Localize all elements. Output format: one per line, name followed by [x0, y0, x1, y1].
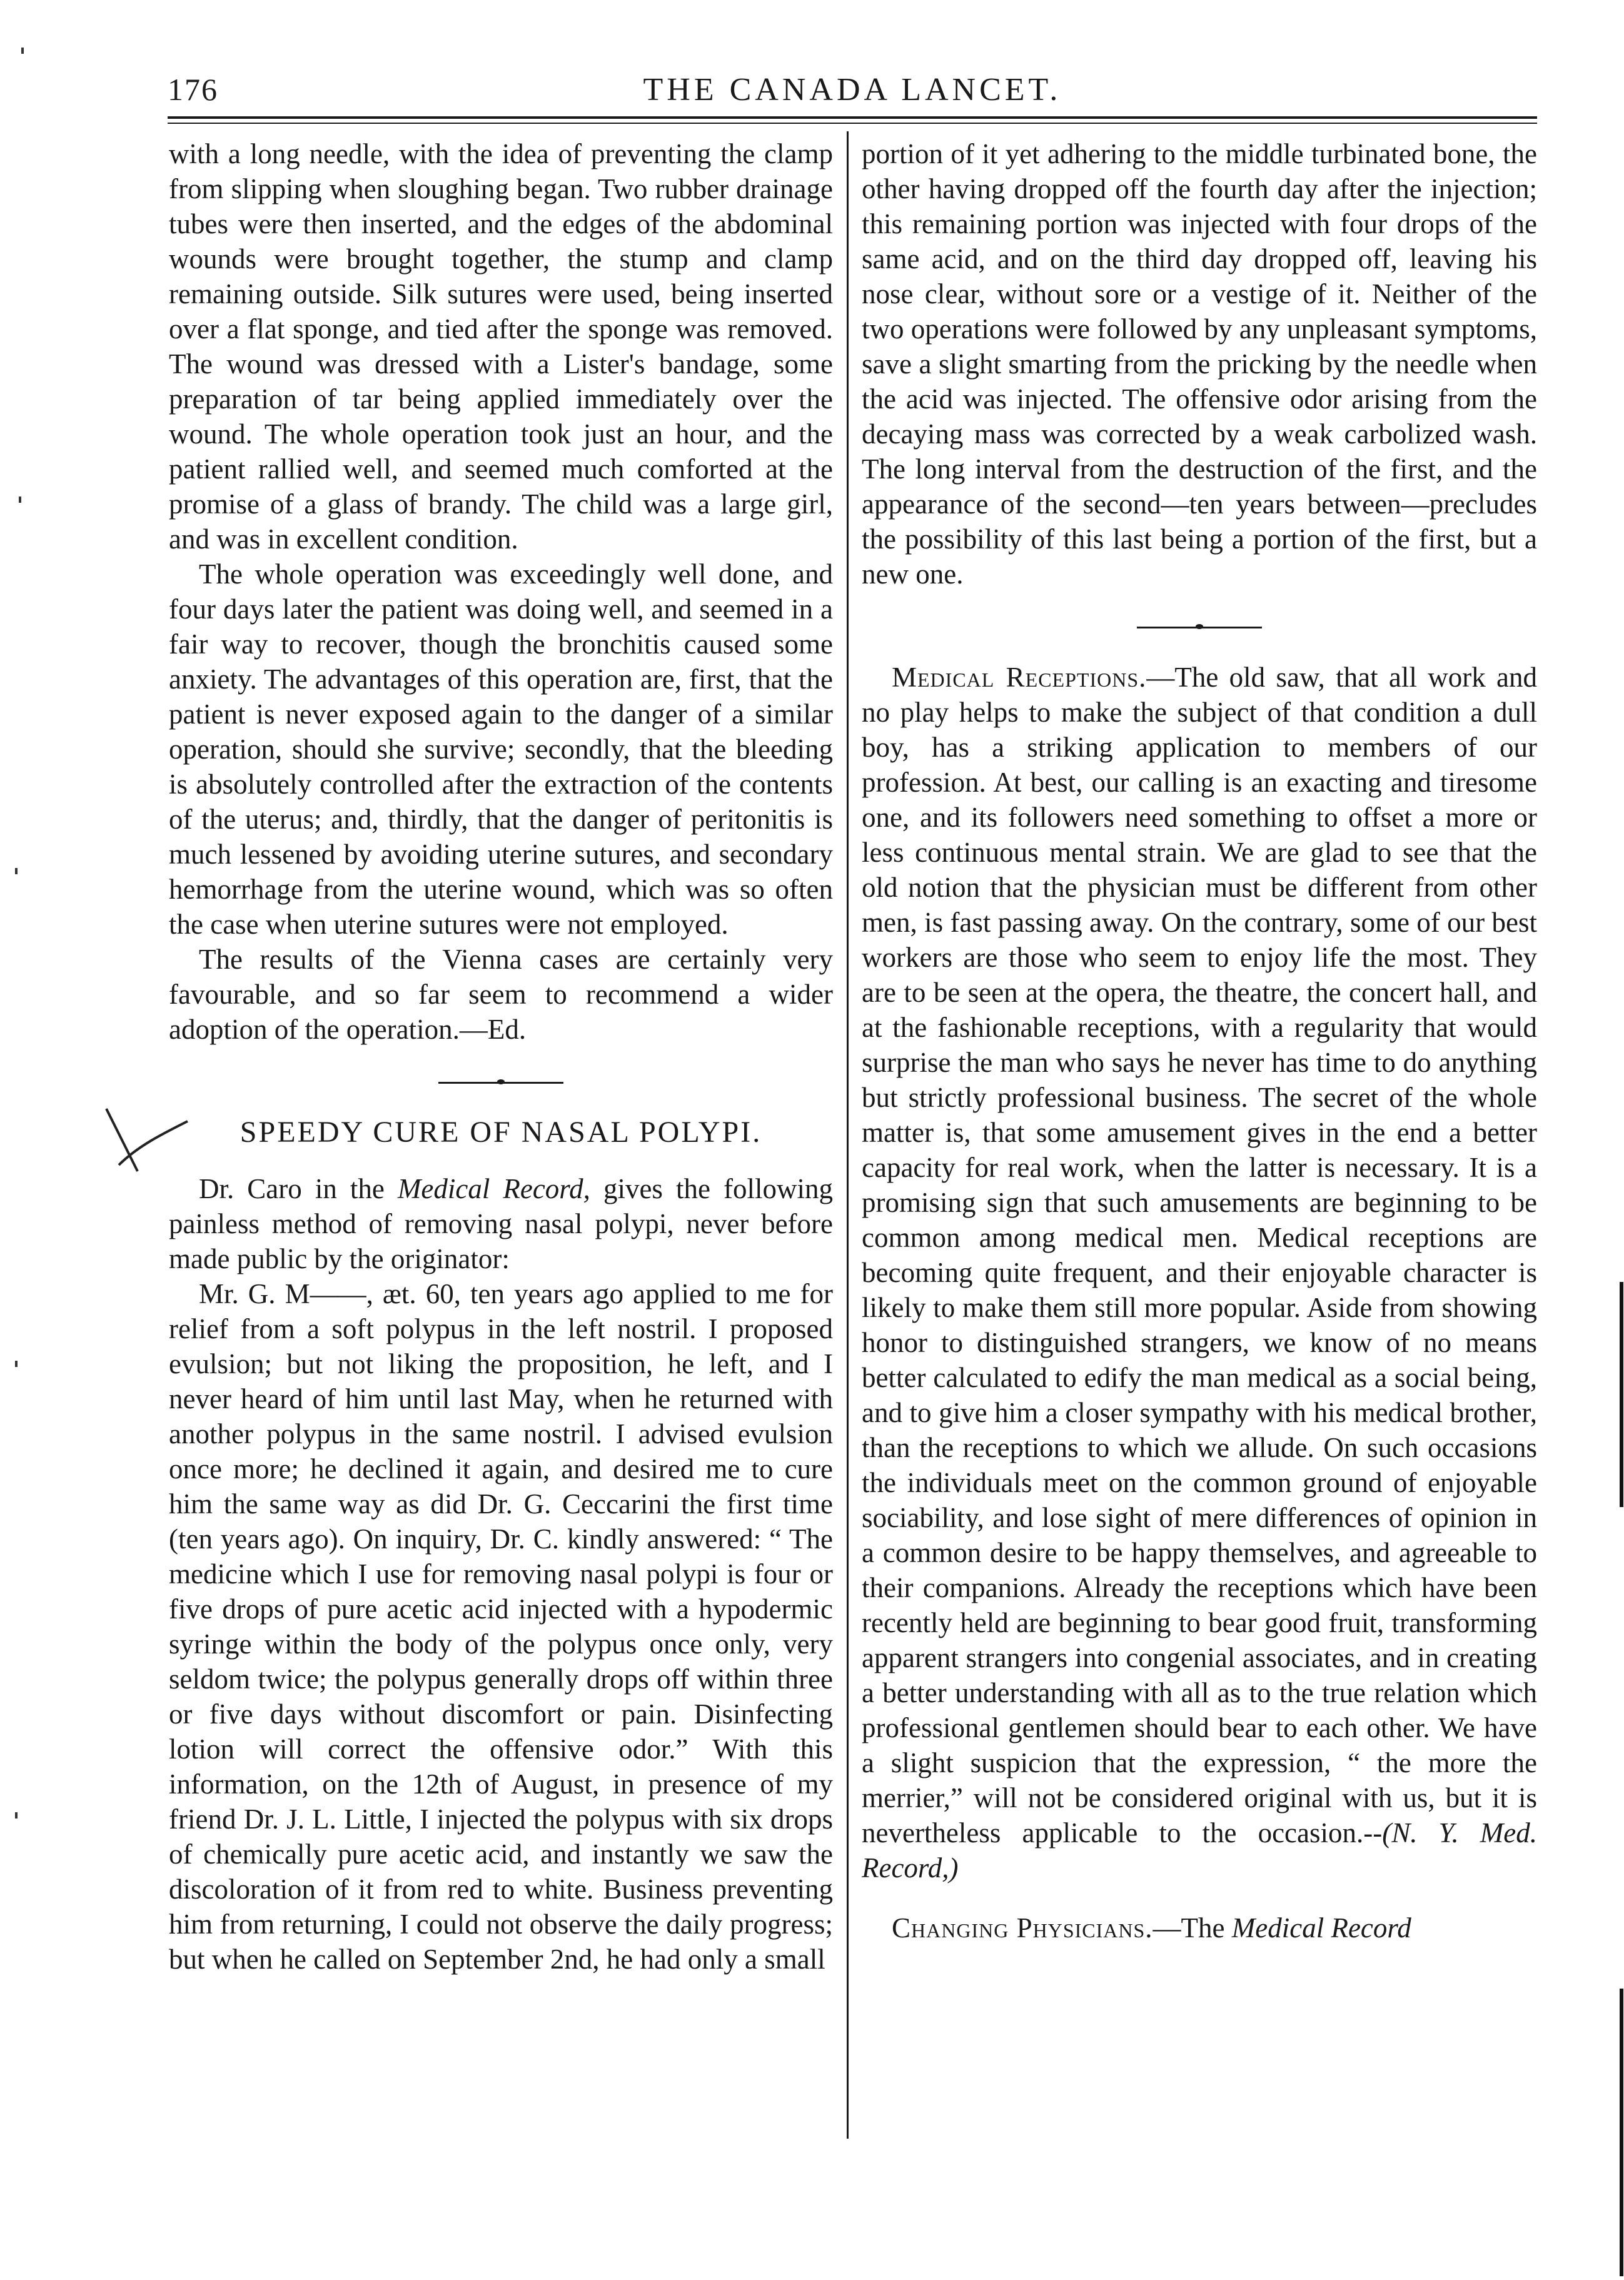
- journal-title: Medical Record,: [397, 1173, 590, 1204]
- article-title-text: SPEEDY CURE OF NASAL POLYPI.: [240, 1116, 762, 1149]
- paragraph: The whole operation was exceedingly well done, and four days later the patient was doing well, and seemed in a fair way to recover, though the bronchitis caused some anxiety. The advantages of this operation are, first, that the patient is never exposed again to the danger of a similar operation, should she survive; secondly, that the bleeding is absolutely controlled after the extraction of the contents of the uterus; and, thirdly, that the danger of peritonitis is much lessened by avoiding uterine sutures, and secondary hemorrhage from the uterine wound, which was so often the case when uterine sutures were not employed.: [169, 558, 833, 940]
- scan-mark: [15, 1812, 18, 1818]
- scan-mark: [19, 497, 21, 503]
- scan-edge: [1620, 1989, 1623, 2276]
- paragraph: The results of the Vienna cases are certainly very favourable, and so far seem to recommend a wider adoption of the operation.—Ed.: [169, 944, 833, 1045]
- text-run: Mr. G. M——, æt. 60, ten years ago applied to me for relief from a soft polypus in the left nostril. I proposed evulsion; but not liking the proposition, he left, and I never heard of him until last May, when he returned with another polypus in the same nostril. I advised evulsion once more; he declined it again, and desired me to cure him the same way as did Dr. G. Ceccarini the first time (ten years ago). On inquiry, Dr. C. kindly answered: “ The medicine which I use for removing nasal polypi is four or five drops of pure acetic acid injected with a hypodermic syringe within the body of the polypus once only, very seldom twice; the polypus generally drops off within three or five days without discomfort or pain. Disinfecting lotion will correct the offensive odor.” With this information, on the: [169, 1278, 833, 1800]
- paragraph: portion of it yet adhering to the middle turbinated bone, the other having dropped off the fourth day after the injection; this remaining portion was injected with four drops of the same acid, and on the third day dropped off, leaving his nose clear, without sore or a vestige of it. Neither of the two operations were followed by any unpleasant symptoms, save a slight smarting from the pricking by the needle when the acid was injected. The offensive odor arising from the decaying mass was corrected by a weak carbolized wash. The long interval from the destruction of the first, and the appearance of the second—ten years between—precludes the possibility of this last being a portion of the first, but a new one.: [862, 138, 1537, 590]
- scan-edge: [1620, 1282, 1623, 1507]
- text-run: —The old saw, that all work and no play helps to make the subject of that condition a dull boy, has a striking application to members of our profession. At best, our calling is an exacting and tiresome one, and its followers need something to offset a more or less continuous mental strain. We are glad to see that the old notion that the physician must be different from other men, is fast passing away. On the contrary, some of our best workers are those who seem to enjoy life the most. They are to be seen at the opera, the theatre, the concert hall, and at the fashionable receptions, with a regularity that would surprise the man who says he never has time to do anything but strictly professional business. The secret of the whole matter is, that some amusement gives in the end a better capacity for real work, when the latter is necessary. It is a promising sign that such amusements are beginning to be common among medical men. Medical receptions are becoming quite frequent, and their enjoyable character is likely to make them still more popular. Aside from showing honor to distinguished strangers, we know of no means better calculated to edify the man medical as a social being, and to give him a closer sympathy with his medical brother, than the receptions to which we allude. On such occasions the individuals meet on the common ground of enjoyable sociability, and lose sight of mere differences of opinion in a common desire to be happy themselves, and agreeable to their companions. Already the receptions which have been recently held are beginning to bear good fruit, transforming apparent strangers into congenial associates, and in creating a better understanding with all as to the true relation which professional gentlemen should bear to each other. We have a slight suspicion that the expression, “ the more the merrier,” will not be considered original with us, but it is nevertheless applicable to the occasion.--: [862, 662, 1538, 1849]
- section-heading: Medical Receptions.: [892, 662, 1147, 693]
- section-divider: [1137, 627, 1262, 628]
- text-run: Dr. Caro in the: [199, 1173, 398, 1204]
- column-divider: [847, 131, 849, 2139]
- page-number: 176: [168, 72, 218, 107]
- left-column: [169, 136, 833, 1977]
- pencil-check-mark: [100, 1096, 194, 1190]
- running-title: THE CANADA LANCET.: [643, 72, 1062, 108]
- paragraph: with a long needle, with the idea of preventing the clamp from slipping when sloughing began. Two rubber drainage tubes were then inserted, and the edges of the abdominal wounds were brought together, the stump and clamp remaining outside. Silk sutures were used, being inserted over a flat sponge, and tied after the sponge was removed. The wound was dressed with a Lister's bandage, some preparation of tar being applied immediately over the wound. The whole operation took just an hour, and the patient rallied well, and seemed much comforted at the promise of a glass of brandy. The child was a large girl, and was in excellent condition.: [169, 138, 833, 555]
- paragraph: [169, 1276, 833, 1977]
- paragraph: [862, 1910, 1537, 1945]
- section-divider: [438, 1082, 563, 1084]
- text-run: —The: [1152, 1912, 1232, 1944]
- journal-title: Medical Record: [1231, 1912, 1411, 1944]
- scan-mark: [15, 1361, 18, 1367]
- scan-mark: [21, 48, 24, 54]
- date-text: 12th: [411, 1768, 462, 1800]
- right-column: [862, 136, 1537, 1945]
- text-run: of August, in presence of my friend Dr. J. L. Little, I injected the polypus with six drops of chemically pure acetic acid, and instantly we saw the discoloration of it from red to white. Business preventing him from returning, I could not observe the daily progress; but when he called on September 2nd, he had only a small: [169, 1768, 833, 1975]
- section-heading: Changing Physicians.: [892, 1912, 1153, 1944]
- header-rule: [168, 116, 1537, 119]
- scan-mark: [15, 868, 18, 874]
- header-rule-thin: [168, 123, 1537, 124]
- page-header: [168, 68, 1537, 113]
- article-title: [169, 1115, 833, 1150]
- paragraph: [169, 1171, 833, 1276]
- paragraph: [862, 660, 1537, 1885]
- text-run: gives the following painless method of removing nasal polypi, never before made public by the originator:: [169, 1173, 833, 1274]
- citation: (N. Y. Med. Record,): [862, 1817, 1537, 1884]
